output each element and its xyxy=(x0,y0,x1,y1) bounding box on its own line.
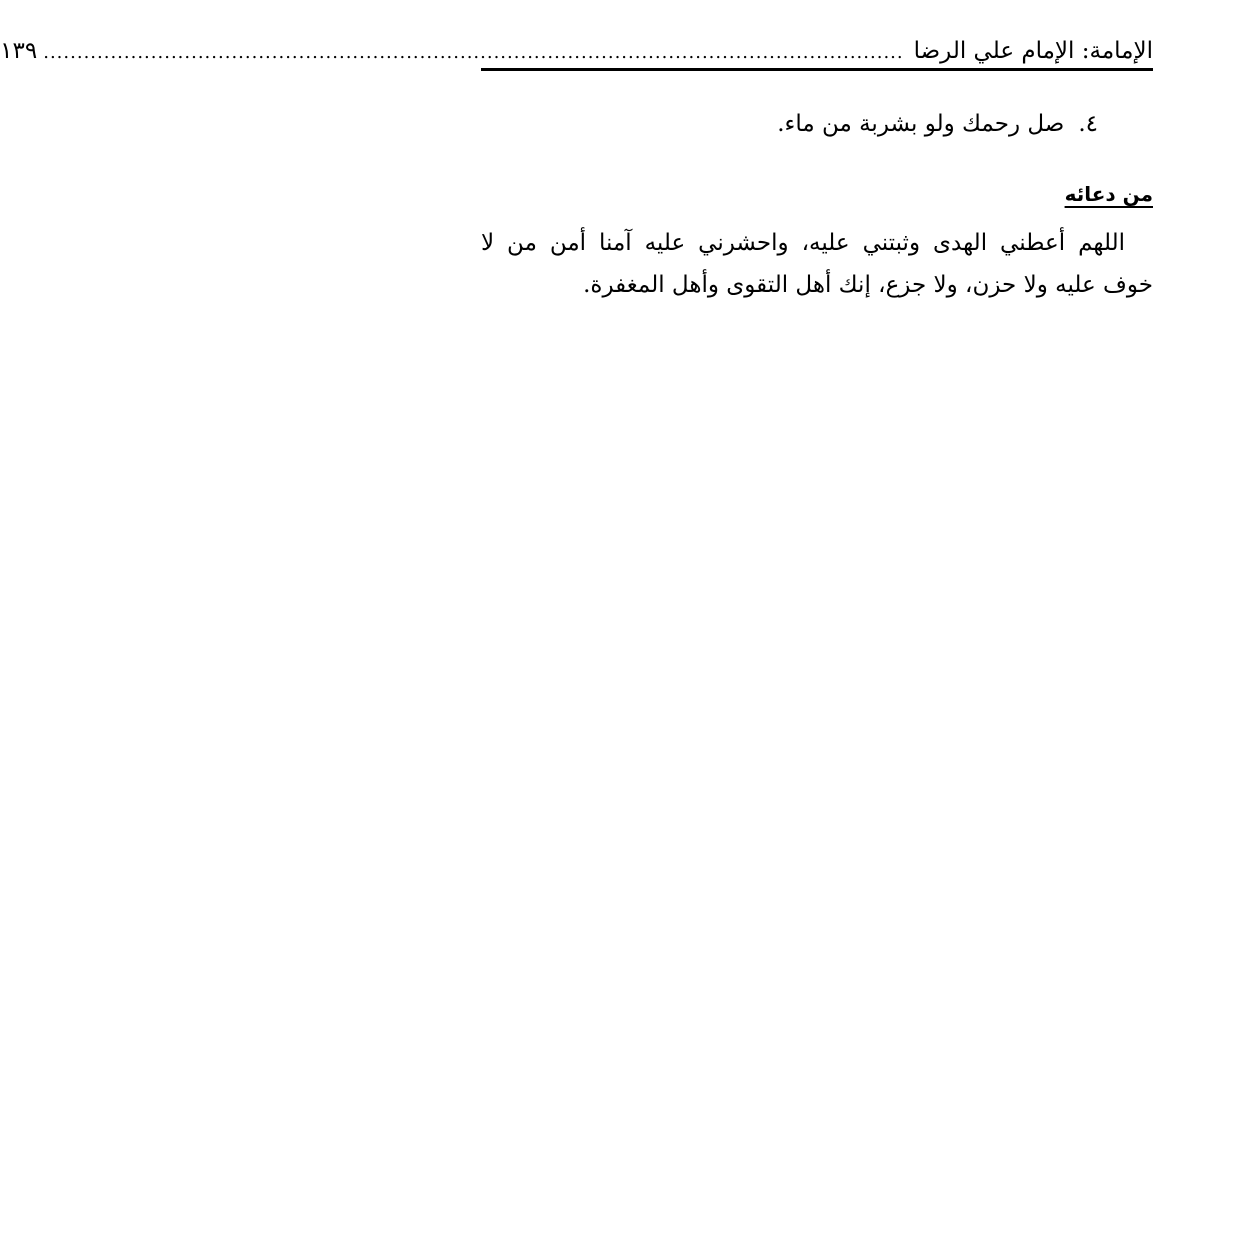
item-text: صل رحمك ولو بشربة من ماء. xyxy=(777,111,1065,137)
numbered-item xyxy=(777,106,1098,142)
header-title: الإمامة: الإمام علي الرضا xyxy=(913,38,1153,64)
header-rule xyxy=(481,68,1153,71)
item-number: ٤. xyxy=(1078,111,1098,137)
page-number: ١٣٩ xyxy=(0,38,38,64)
running-header xyxy=(0,30,1153,66)
header-dot-leader: ................................................................................................................................ xyxy=(43,42,904,63)
section-heading: من دعائه xyxy=(1064,182,1153,206)
supplication-paragraph: اللهم أعطني الهدى وثبتني عليه، واحشرني عليه آمنا أمن من لا خوف عليه ولا حزن، ولا جزع، إنك أهل التقوى وأهل المغفرة. xyxy=(481,230,1153,298)
